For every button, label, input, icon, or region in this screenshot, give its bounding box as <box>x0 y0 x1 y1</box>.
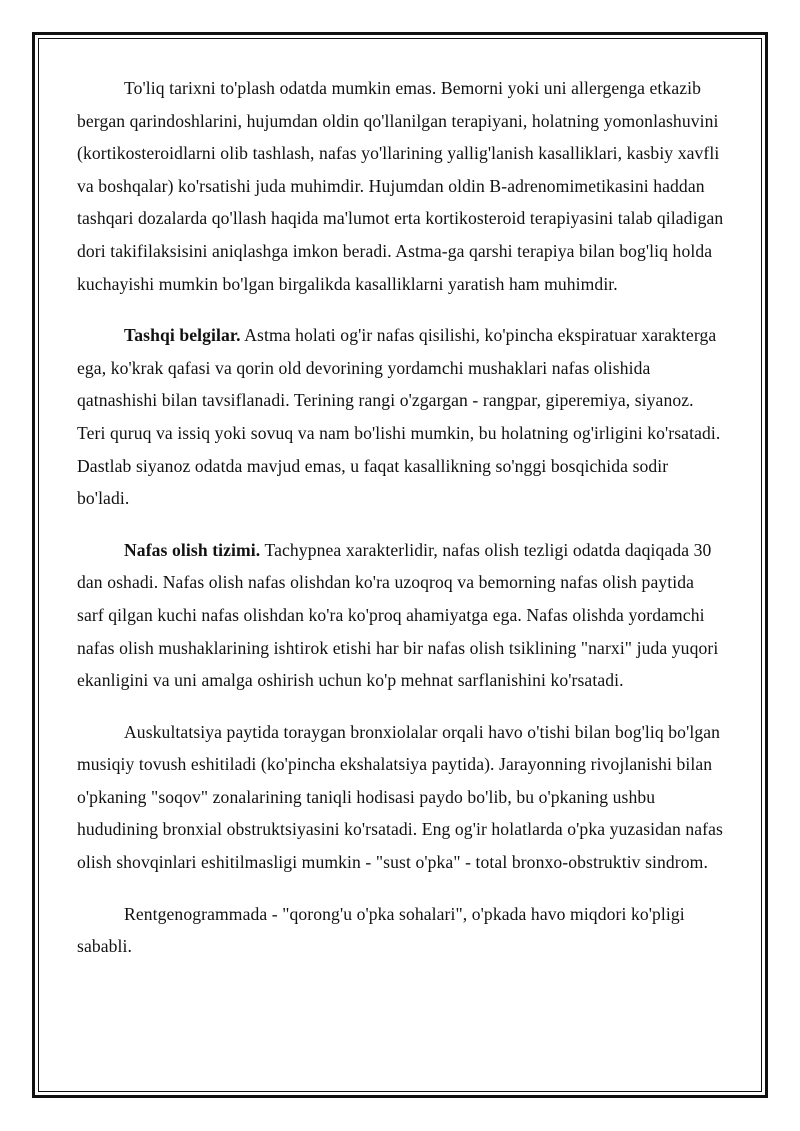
paragraph-history <box>77 72 725 300</box>
paragraph-heading: Nafas olish tizimi. <box>124 539 261 560</box>
paragraph-text: Tachypnea xarakterlidir, nafas olish tezligi odatda daqiqada 30 dan oshadi. Nafas olish nafas olishdan ko'ra uzoqroq va bemorning nafas olish paytida sarf qilgan kuchi nafas olishdan ko'ra ko'proq ahamiyatga ega. Nafas olishda yordamchi nafas olish mushaklarining ishtirok etishi har bir nafas olish tsiklining "narxi" juda yuqori ekanligini va uni amalga oshirish uchun ko'p mehnat sarflanishini ko'rsatadi. <box>77 539 719 691</box>
paragraph-respiratory-system <box>77 534 725 697</box>
paragraph-external-signs <box>77 319 725 515</box>
paragraph-text: Rentgenogrammada - "qorong'u o'pka sohalari", o'pkada havo miqdori ko'pligi sababli. <box>77 903 685 957</box>
paragraph-text: To'liq tarixni to'plash odatda mumkin emas. Bemorni yoki uni allergenga etkazib bergan qarindoshlarini, hujumdan oldin qo'llanilgan terapiyani, holatning yomonlashuvini (kortikosteroidlarni olib tashlash, nafas yo'llarining yallig'lanish kasalliklari, kasbiy xavfli va boshqalar) ko'rsatishi juda muhimdir. Hujumdan oldin B-adrenomimetikasini haddan tashqari dozalarda qo'llash haqida ma'lumot erta kortikosteroid terapiyasini talab qiladigan dori takifilaksisini aniqlashga imkon beradi. Astma-ga qarshi terapiya bilan bog'liq holda kuchayishi mumkin bo'lgan birgalikda kasalliklarni yaratish ham muhimdir. <box>77 78 724 294</box>
paragraph-radiography <box>77 898 725 963</box>
paragraph-heading: Tashqi belgilar. <box>124 325 241 346</box>
paragraph-auscultation <box>77 716 725 879</box>
document-body <box>77 72 725 982</box>
paragraph-text: Auskultatsiya paytida toraygan bronxiolalar orqali havo o'tishi bilan bog'liq bo'lgan musiqiy tovush eshitiladi (ko'pincha ekshalatsiya paytida). Jarayonning rivojlanishi bilan o'pkaning "soqov" zonalarining taniqli hodisasi paydo bo'lib, bu o'pkaning ushbu hududining bronxial obstruktsiyasini ko'rsatadi. Eng og'ir holatlarda o'pka yuzasidan nafas olish shovqinlari eshitilmasligi mumkin - "sust o'pka" - total bronxo-obstruktiv sindrom. <box>77 721 723 873</box>
paragraph-text: Astma holati og'ir nafas qisilishi, ko'pincha ekspiratuar xarakterga ega, ko'krak qafasi va qorin old devorining yordamchi mushaklari nafas olishida qatnashishi bilan tavsiflanadi. Terining rangi o'zgargan - rangpar, giperemiya, siyanoz. Teri quruq va issiq yoki sovuq va nam bo'lishi mumkin, bu holatning og'irligini ko'rsatadi. Dastlab siyanoz odatda mavjud emas, u faqat kasallikning so'nggi bosqichida sodir bo'ladi. <box>77 325 721 509</box>
